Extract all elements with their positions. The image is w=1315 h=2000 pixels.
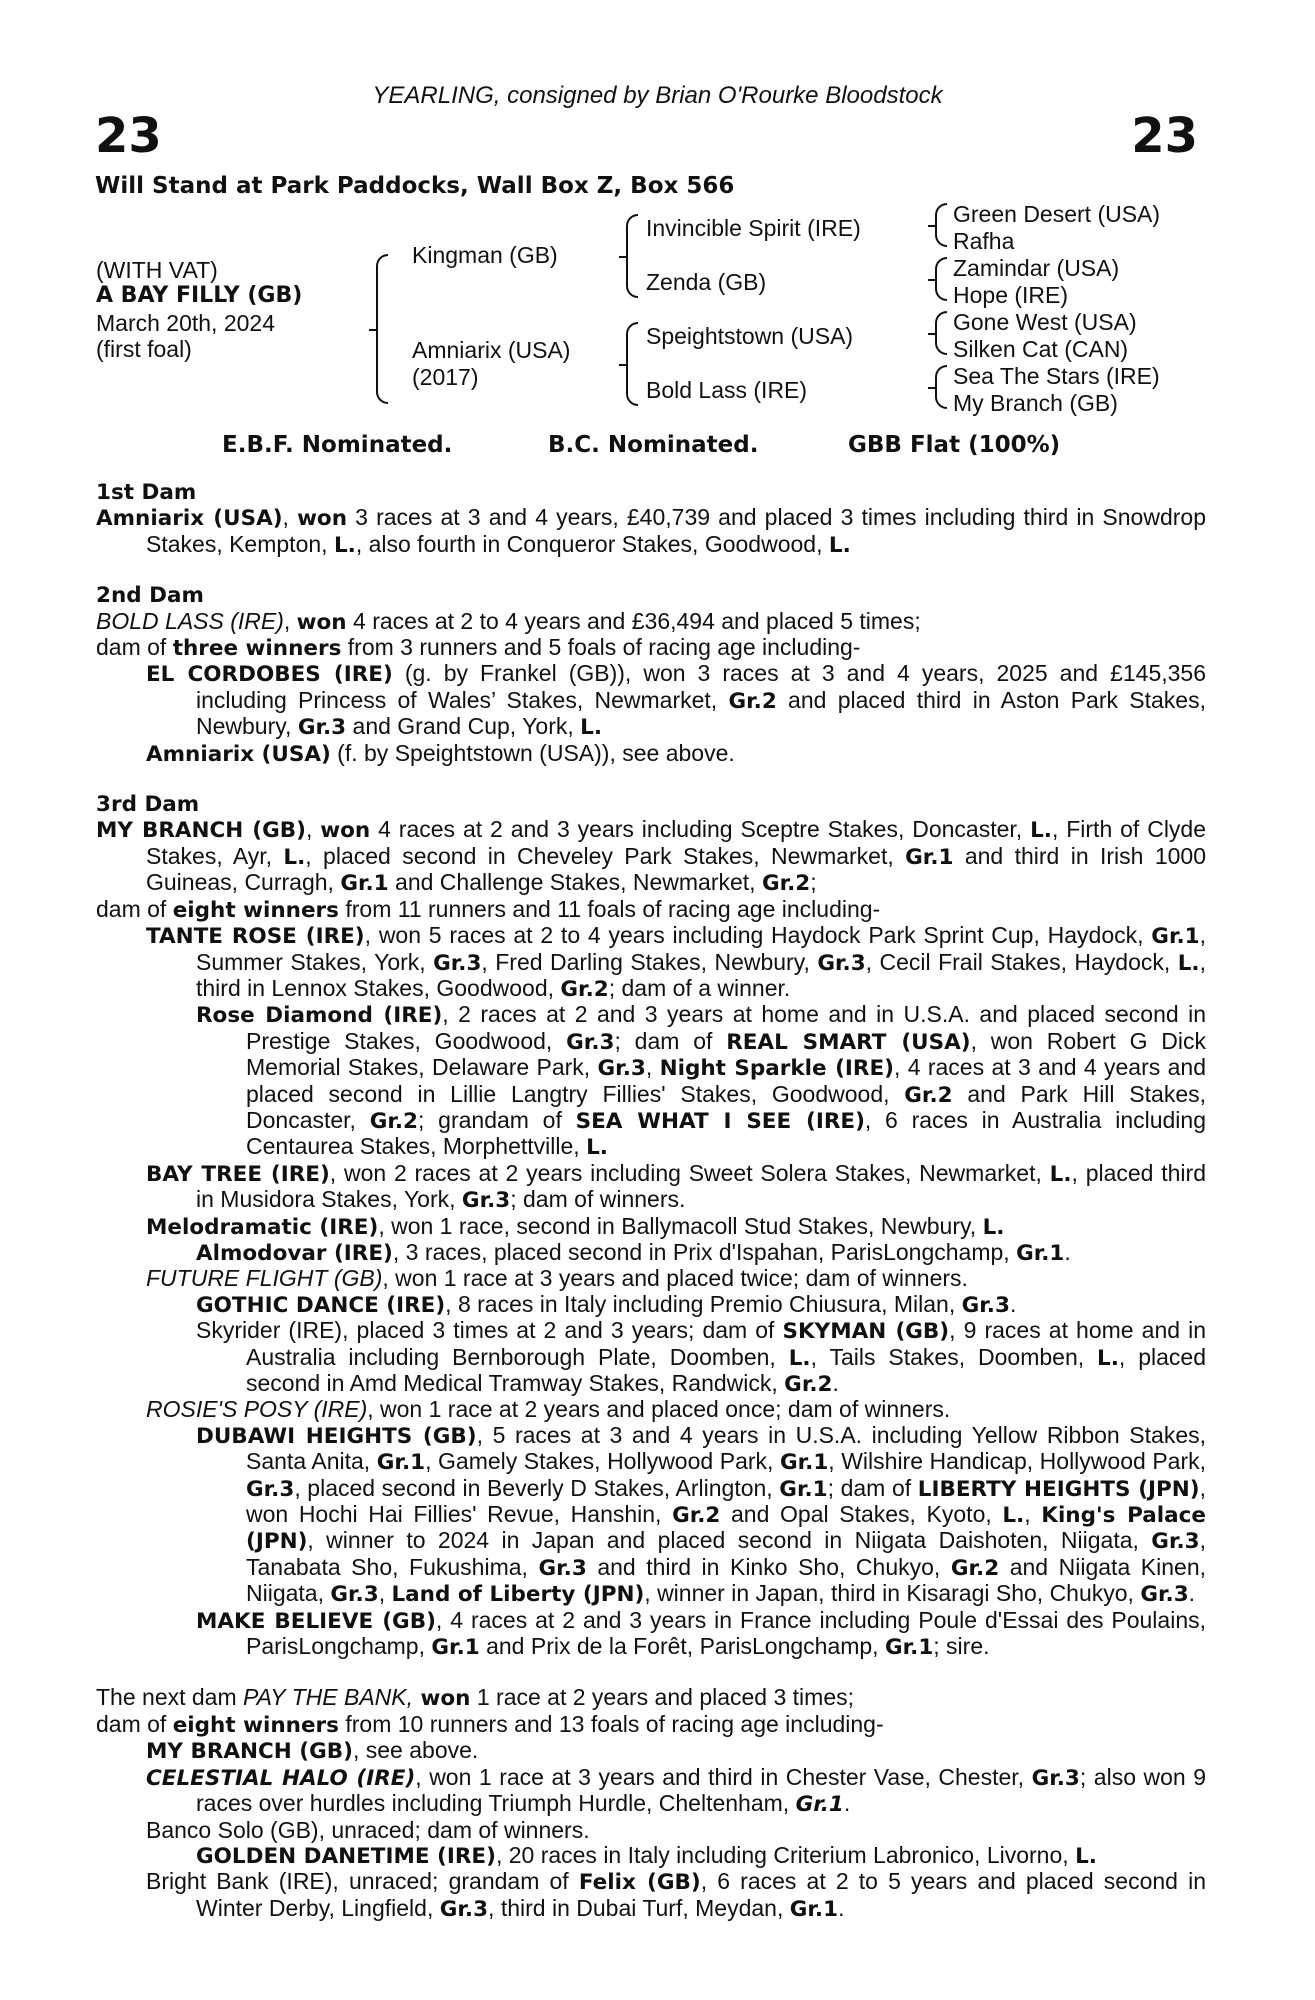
third-dam-entry: MY BRANCH (GB), won 4 races at 2 and 3 years including Sceptre Stakes, Doncaster, L., Firth of Clyde Stakes, Ayr, L., placed second in Cheveley Park Stakes, Newmarket, Gr.1 and third in Irish 1000 Guineas, Curragh, Gr.1 and Challenge Stakes, Newmarket, Gr.2;: [96, 816, 1207, 897]
first-dam-heading: 1st Dam: [96, 480, 197, 505]
dss: Gone West (USA): [953, 309, 1137, 335]
almodovar-entry: Almodovar (IRE), 3 races, placed second in Prix d'Ispahan, ParisLongchamp, Gr.1.: [196, 1238, 1071, 1266]
second-dam-entry: BOLD LASS (IRE), won 4 races at 2 to 4 years and £36,494 and placed 5 times;: [96, 607, 921, 635]
dam-dam: Bold Lass (IRE): [646, 377, 808, 403]
lot-number-left: 23: [95, 108, 162, 164]
vat-note: (WITH VAT): [96, 257, 218, 283]
ebf-nomination: E.B.F. Nominated.: [222, 432, 453, 458]
second-dam-produce: dam of three winners from 3 runners and 5 foals of racing age including-: [96, 634, 861, 662]
tante-rose-entry: TANTE ROSE (IRE), won 5 races at 2 to 4 years including Haydock Park Sprint Cup, Haydock, Gr.1, Summer Stakes, York, Gr.3, Fred Darling Stakes, Newbury, Gr.3, Cecil Frail Stakes, Haydock, L., third in Lennox Stakes, Goodwood, Gr.2; dam of a winner.: [146, 922, 1206, 1002]
dds: Sea The Stars (IRE): [953, 363, 1160, 389]
skyrider-entry: Skyrider (IRE), placed 3 times at 2 and 3 years; dam of SKYMAN (GB), 9 races at home and in Australia including Bernborough Plate, Doomben, L., Tails Stakes, Doomben, L., placed second in Amd Medical Tramway Stakes, Randwick, Gr.2.: [196, 1317, 1207, 1397]
pedigree-bracket: [376, 254, 388, 404]
foal-note: (first foal): [96, 336, 192, 362]
first-dam-entry: Amniarix (USA), won 3 races at 3 and 4 years, £40,739 and placed 3 times including third in Snowdrop Stakes, Kempton, L., also fourth in Conqueror Stakes, Goodwood, L.: [96, 504, 1206, 558]
stabling-location: Will Stand at Park Paddocks, Wall Box Z, Box 566: [95, 173, 735, 199]
bracket-3a: [935, 203, 947, 247]
rose-diamond-entry: Rose Diamond (IRE), 2 races at 2 and 3 years at home and in U.S.A. and placed second in Prestige Stakes, Goodwood, Gr.3; dam of REAL SMART (USA), won Robert G Dick Memorial Stakes, Delaware Park, Gr.3, Night Sparkle (IRE), 4 races at 3 and 4 years and placed second in Lillie Langtry Fillies' Stakes, Goodwood, Gr.2 and Park Hill Stakes, Doncaster, Gr.2; grandam of SEA WHAT I SEE (IRE), 6 races in Australia including Centaurea Stakes, Morphettville, L.: [196, 1001, 1207, 1161]
bracket-3c: [935, 311, 947, 355]
sdd: Hope (IRE): [953, 282, 1069, 308]
melodramatic-entry: Melodramatic (IRE), won 1 race, second in Ballymacoll Stud Stakes, Newbury, L.: [146, 1212, 1005, 1240]
ssd: Rafha: [953, 228, 1015, 254]
sire-dam: Zenda (GB): [646, 269, 767, 295]
horse-name: A BAY FILLY (GB): [96, 283, 303, 308]
bc-nomination: B.C. Nominated.: [548, 432, 759, 458]
dam: Amniarix (USA): [412, 337, 571, 363]
amniarix-entry: Amniarix (USA) (f. by Speightstown (USA)), see above.: [146, 739, 735, 767]
lot-number-right: 23: [1131, 108, 1198, 164]
bracket-3b: [935, 257, 947, 301]
future-flight-entry: FUTURE FLIGHT (GB), won 1 race at 3 years and placed twice; dam of winners.: [146, 1265, 968, 1292]
sire-bracket: [626, 214, 638, 298]
my-branch-ref: MY BRANCH (GB), see above.: [146, 1737, 479, 1765]
next-dam-produce: dam of eight winners from 10 runners and 13 foals of racing age including-: [96, 1710, 884, 1738]
dubawi-heights-entry: DUBAWI HEIGHTS (GB), 5 races at 3 and 4 years in U.S.A. including Yellow Ribbon Stakes, Santa Anita, Gr.1, Gamely Stakes, Hollywood Park, Gr.1, Wilshire Handicap, Hollywood Park, Gr.3, placed second in Beverly D Stakes, Arlington, Gr.1; dam of LIBERTY HEIGHTS (JPN), won Hochi Hai Fillies' Revue, Hanshin, Gr.2 and Opal Stakes, Kyoto, L., King's Palace (JPN), winner to 2024 in Japan and placed second in Niigata Daishoten, Niigata, Gr.3, Tanabata Sho, Fukushima, Gr.3 and third in Kinko Sho, Chukyo, Gr.2 and Niigata Kinen, Niigata, Gr.3, Land of Liberty (JPN), winner in Japan, third in Kisaragi Sho, Chukyo, Gr.3.: [196, 1421, 1207, 1608]
dsd: Silken Cat (CAN): [953, 336, 1129, 362]
gothic-dance-entry: GOTHIC DANCE (IRE), 8 races in Italy including Premio Chiusura, Milan, Gr.3.: [196, 1290, 1017, 1318]
el-cordobes-entry: EL CORDOBES (IRE) (g. by Frankel (GB)), won 3 races at 3 and 4 years, 2025 and £145,356 including Princess of Wales’ Stakes, Newmarket, Gr.2 and placed third in Aston Park Stakes, Newbury, Gr.3 and Grand Cup, York, L.: [146, 660, 1207, 741]
rosies-posy-entry: ROSIE'S POSY (IRE), won 1 race at 2 years and placed once; dam of winners.: [146, 1396, 951, 1423]
sire: Kingman (GB): [412, 242, 558, 268]
gbb-flat: GBB Flat (100%): [848, 432, 1061, 458]
bracket-3d: [935, 365, 947, 409]
third-dam-produce: dam of eight winners from 11 runners and 11 foals of racing age including-: [96, 895, 881, 923]
banco-solo-entry: Banco Solo (GB), unraced; dam of winners.: [146, 1816, 590, 1843]
second-dam-heading: 2nd Dam: [96, 583, 204, 609]
celestial-halo-entry: CELESTIAL HALO (IRE), won 1 race at 3 years and third in Chester Vase, Chester, Gr.3; also won 9 races over hurdles including Triumph Hurdle, Cheltenham, Gr.1.: [146, 1763, 1206, 1818]
dam-bracket: [626, 322, 638, 406]
make-believe-entry: MAKE BELIEVE (GB), 4 races at 2 and 3 years in France including Poule d'Essai des Poulains, ParisLongchamp, Gr.1 and Prix de la Forêt, ParisLongchamp, Gr.1; sire.: [196, 1606, 1206, 1661]
dam-sire: Speightstown (USA): [646, 323, 854, 349]
bay-tree-entry: BAY TREE (IRE), won 2 races at 2 years including Sweet Solera Stakes, Newmarket, L., placed third in Musidora Stakes, York, Gr.3; dam of winners.: [146, 1159, 1206, 1214]
sss: Green Desert (USA): [953, 201, 1161, 227]
ddd: My Branch (GB): [953, 390, 1118, 416]
foaling-date: March 20th, 2024: [96, 310, 276, 336]
produce-record: [96, 480, 1206, 1922]
sds: Zamindar (USA): [953, 255, 1120, 281]
golden-danetime-entry: GOLDEN DANETIME (IRE), 20 races in Italy including Criterium Labronico, Livorno, L.: [196, 1841, 1097, 1869]
third-dam-heading: 3rd Dam: [96, 792, 200, 818]
consignor-header: YEARLING, consigned by Brian O'Rourke Bloodstock: [372, 82, 943, 109]
bright-bank-entry: Bright Bank (IRE), unraced; grandam of Felix (GB), 6 races at 2 to 5 years and placed second in Winter Derby, Lingfield, Gr.3, third in Dubai Turf, Meydan, Gr.1.: [146, 1868, 1206, 1922]
next-dam-entry: The next dam PAY THE BANK, won 1 race at 2 years and placed 3 times;: [96, 1684, 855, 1712]
sire-sire: Invincible Spirit (IRE): [646, 215, 861, 241]
dam-year: (2017): [412, 364, 479, 390]
